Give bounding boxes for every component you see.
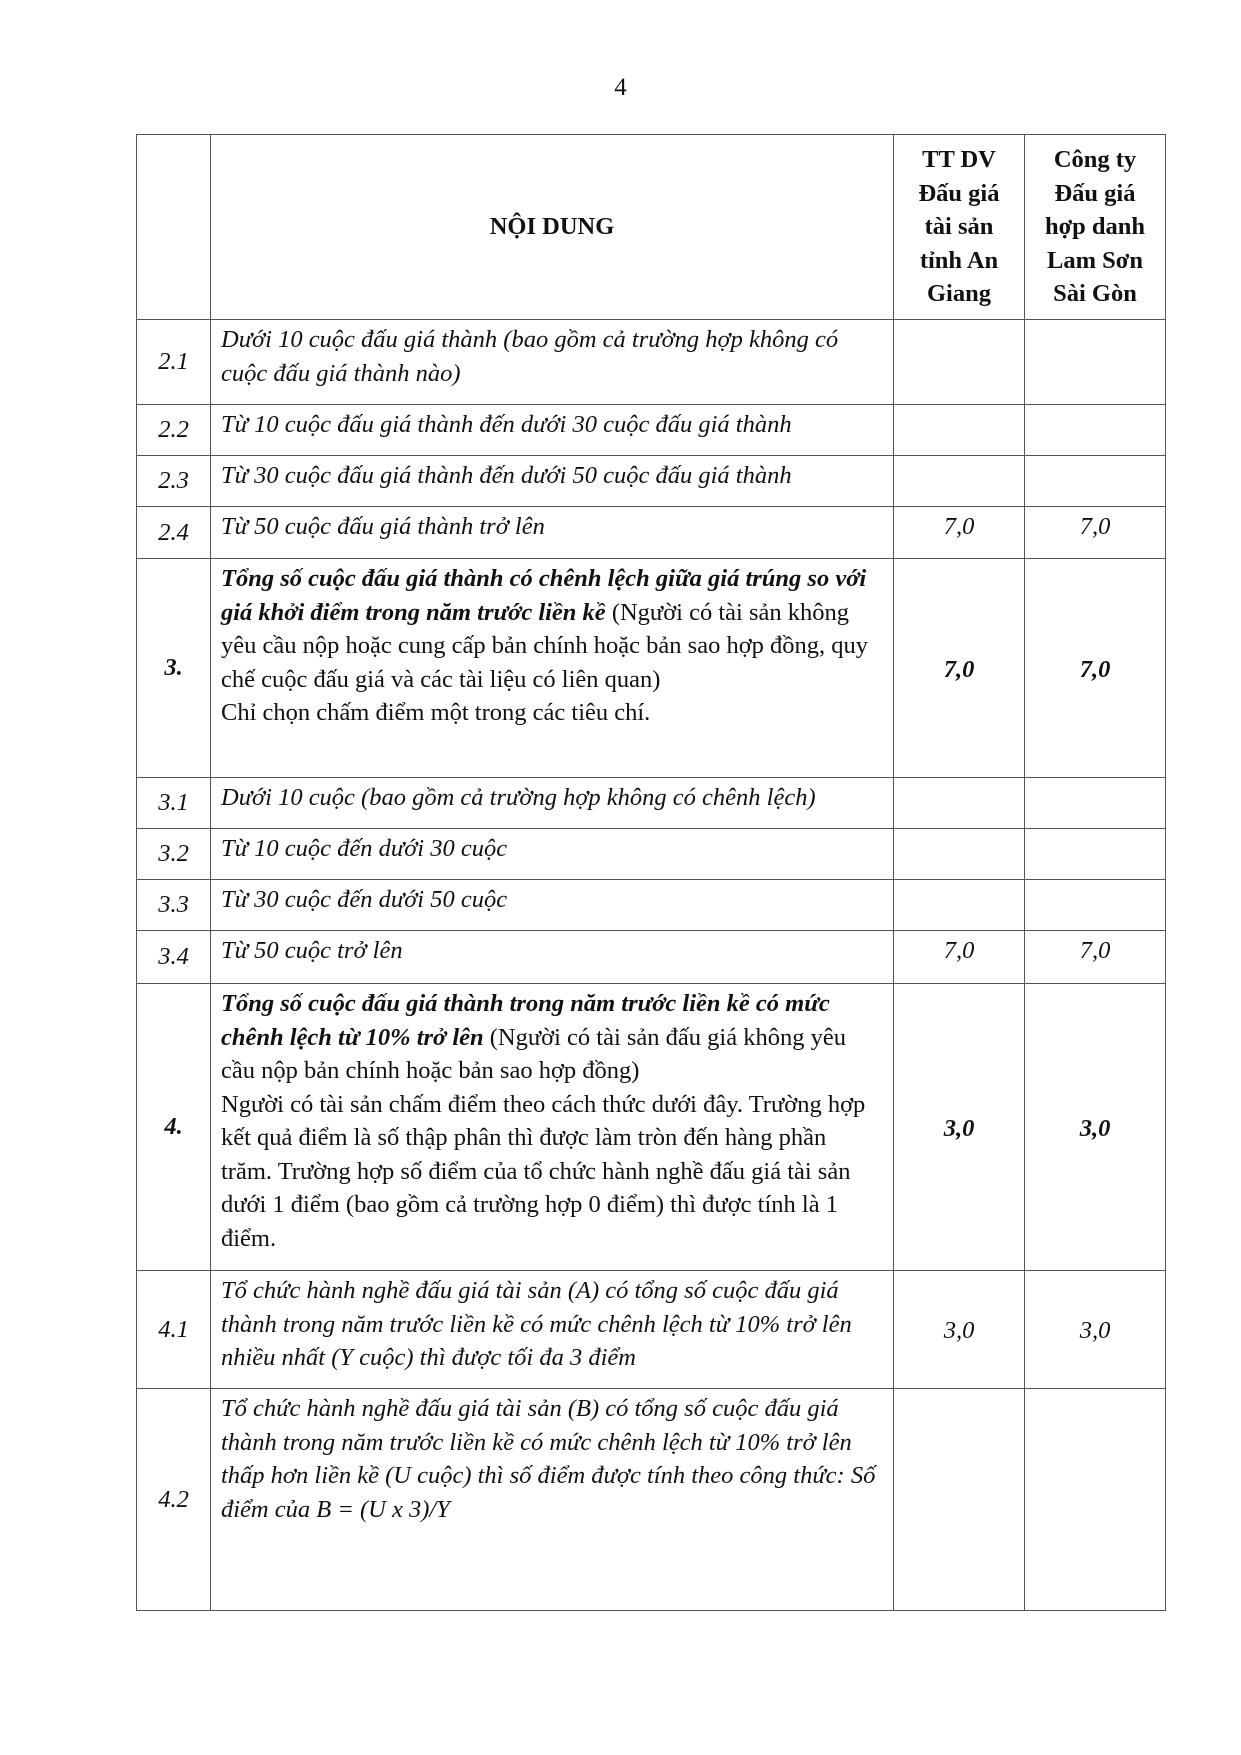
row-heading: Tổng số cuộc đấu giá thành có chênh lệch giữa giá trúng so với giá khởi điểm trong năm trước liền kề <box>221 565 867 626</box>
row-number: 2.3 <box>137 456 211 507</box>
row-content <box>211 984 894 1271</box>
score-lam-son: 3,0 <box>1025 984 1166 1271</box>
score-lam-son <box>1025 405 1166 456</box>
score-an-giang <box>894 320 1025 405</box>
score-an-giang <box>894 456 1025 507</box>
row-number: 4.2 <box>137 1389 211 1611</box>
score-an-giang: 7,0 <box>894 559 1025 778</box>
row-content: Từ 10 cuộc đấu giá thành đến dưới 30 cuộc đấu giá thành <box>211 405 894 456</box>
score-lam-son <box>1025 829 1166 880</box>
row-number: 3.2 <box>137 829 211 880</box>
score-lam-son: 7,0 <box>1025 931 1166 984</box>
row-content: Dưới 10 cuộc đấu giá thành (bao gồm cả trường hợp không có cuộc đấu giá thành nào) <box>211 320 894 405</box>
table-row-section <box>137 559 1166 778</box>
score-lam-son <box>1025 320 1166 405</box>
row-number: 4. <box>137 984 211 1271</box>
score-lam-son <box>1025 778 1166 829</box>
row-number: 3.4 <box>137 931 211 984</box>
row-content: Từ 50 cuộc đấu giá thành trở lên <box>211 507 894 559</box>
row-heading: Tổng số cuộc đấu giá thành trong năm trước liền kề có mức chênh lệch từ 10% trở lên <box>221 990 830 1051</box>
table-row <box>137 1271 1166 1389</box>
row-number: 2.2 <box>137 405 211 456</box>
row-content <box>211 559 894 778</box>
score-an-giang <box>894 405 1025 456</box>
table-row <box>137 456 1166 507</box>
table-row <box>137 778 1166 829</box>
header-line: Đấu giá <box>918 179 1000 207</box>
row-note: (Người có tài sản đấu giá không yêu cầu nộp bản chính hoặc bản sao hợp đồng) <box>221 1023 846 1084</box>
header-line: TT DV <box>922 146 996 174</box>
row-content: Từ 50 cuộc trở lên <box>211 931 894 984</box>
row-instruction: Người có tài sản chấm điểm theo cách thức dưới đây. Trường hợp kết quả điểm là số thập phân thì được làm tròn đến hàng phần trăm. Trường hợp số điểm của tổ chức hành nghề đấu giá tài sản dưới 1 điểm (bao gồm cả trường hợp 0 điểm) thì được tính là 1 điểm. <box>221 1090 866 1252</box>
row-content: Từ 10 cuộc đến dưới 30 cuộc <box>211 829 894 880</box>
score-lam-son <box>1025 456 1166 507</box>
header-org-lam-son <box>1025 135 1166 320</box>
row-content: Tổ chức hành nghề đấu giá tài sản (B) có tổng số cuộc đấu giá thành trong năm trước liền kề có mức chênh lệch từ 10% trở lên thấp hơn liền kề (U cuộc) thì số điểm được tính theo công thức: Số điểm của B = (U x 3)/Y <box>211 1389 894 1611</box>
score-an-giang <box>894 880 1025 931</box>
score-lam-son: 3,0 <box>1025 1271 1166 1389</box>
header-line: Sài Gòn <box>1053 280 1137 308</box>
score-an-giang <box>894 778 1025 829</box>
table-row-section <box>137 984 1166 1271</box>
score-lam-son: 7,0 <box>1025 559 1166 778</box>
header-line: tài sản <box>924 213 994 241</box>
row-note: (Người có tài sản không yêu cầu nộp hoặc cung cấp bản chính hoặc bản sao hợp đồng, quy chế cuộc đấu giá và các tài liệu có liên quan) <box>221 598 869 693</box>
row-content: Tổ chức hành nghề đấu giá tài sản (A) có tổng số cuộc đấu giá thành trong năm trước liền kề có mức chênh lệch từ 10% trở lên nhiều nhất (Y cuộc) thì được tối đa 3 điểm <box>211 1271 894 1389</box>
header-line: Đấu giá <box>1054 179 1136 207</box>
header-content: NỘI DUNG <box>211 135 894 320</box>
row-instruction: Chỉ chọn chấm điểm một trong các tiêu chí. <box>221 699 651 726</box>
score-an-giang <box>894 1389 1025 1611</box>
header-line: tỉnh An <box>919 246 999 274</box>
row-number: 3. <box>137 559 211 778</box>
row-number: 2.4 <box>137 507 211 559</box>
score-an-giang: 3,0 <box>894 984 1025 1271</box>
score-lam-son <box>1025 880 1166 931</box>
row-number: 3.1 <box>137 778 211 829</box>
table-row <box>137 880 1166 931</box>
page-number: 4 <box>614 74 627 101</box>
row-number: 3.3 <box>137 880 211 931</box>
score-lam-son <box>1025 1389 1166 1611</box>
score-an-giang <box>894 829 1025 880</box>
table-row <box>137 829 1166 880</box>
row-content: Từ 30 cuộc đến dưới 50 cuộc <box>211 880 894 931</box>
row-number: 2.1 <box>137 320 211 405</box>
table-row <box>137 1389 1166 1611</box>
score-an-giang: 7,0 <box>894 507 1025 559</box>
row-content: Từ 30 cuộc đấu giá thành đến dưới 50 cuộc đấu giá thành <box>211 456 894 507</box>
score-lam-son: 7,0 <box>1025 507 1166 559</box>
row-content: Dưới 10 cuộc (bao gồm cả trường hợp không có chênh lệch) <box>211 778 894 829</box>
scoring-table <box>136 134 1166 1611</box>
table-row <box>137 507 1166 559</box>
table-row <box>137 320 1166 405</box>
header-line: Giang <box>927 280 991 308</box>
header-line: Lam Sơn <box>1047 246 1143 274</box>
table-row <box>137 931 1166 984</box>
header-no <box>137 135 211 320</box>
table-header-row <box>137 135 1166 320</box>
header-line: hợp danh <box>1044 213 1146 241</box>
score-an-giang: 7,0 <box>894 931 1025 984</box>
header-org-an-giang <box>894 135 1025 320</box>
score-an-giang: 3,0 <box>894 1271 1025 1389</box>
row-number: 4.1 <box>137 1271 211 1389</box>
header-line: Công ty <box>1053 146 1137 174</box>
table-row <box>137 405 1166 456</box>
